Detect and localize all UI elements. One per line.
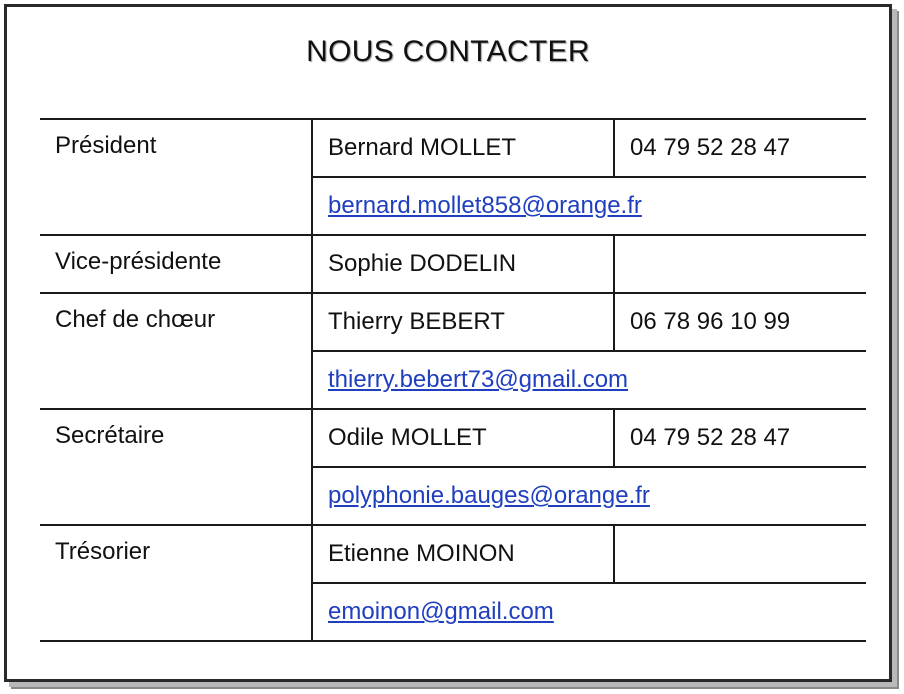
- phone-cell: [614, 235, 866, 293]
- email-cell: [312, 351, 866, 409]
- email-cell: [312, 177, 866, 235]
- role-cell: Trésorier: [40, 525, 312, 641]
- table-row: [40, 409, 866, 467]
- phone-cell: 04 79 52 28 47: [614, 409, 866, 467]
- name-cell: Bernard MOLLET: [312, 119, 614, 177]
- name-cell: Etienne MOINON: [312, 525, 614, 583]
- email-cell: [312, 583, 866, 641]
- role-cell: Président: [40, 119, 312, 235]
- email-cell: [312, 467, 866, 525]
- contact-card: [4, 4, 892, 682]
- contact-table: [40, 118, 866, 642]
- name-cell: Sophie DODELIN: [312, 235, 614, 293]
- table-row: [40, 235, 866, 293]
- table-row: [40, 525, 866, 583]
- role-cell: Vice-présidente: [40, 235, 312, 293]
- email-link[interactable]: bernard.mollet858@orange.fr: [328, 192, 642, 219]
- table-row: [40, 293, 866, 351]
- email-link[interactable]: emoinon@gmail.com: [328, 598, 554, 625]
- phone-cell: [614, 525, 866, 583]
- email-link[interactable]: thierry.bebert73@gmail.com: [328, 366, 629, 393]
- role-cell: Chef de chœur: [40, 293, 312, 409]
- table-row: [40, 119, 866, 177]
- phone-cell: 06 78 96 10 99: [614, 293, 866, 351]
- name-cell: Odile MOLLET: [312, 409, 614, 467]
- name-cell: Thierry BEBERT: [312, 293, 614, 351]
- email-link[interactable]: polyphonie.bauges@orange.fr: [328, 482, 650, 509]
- page-title: NOUS CONTACTER: [306, 35, 590, 68]
- phone-cell: 04 79 52 28 47: [614, 119, 866, 177]
- role-cell: Secrétaire: [40, 409, 312, 525]
